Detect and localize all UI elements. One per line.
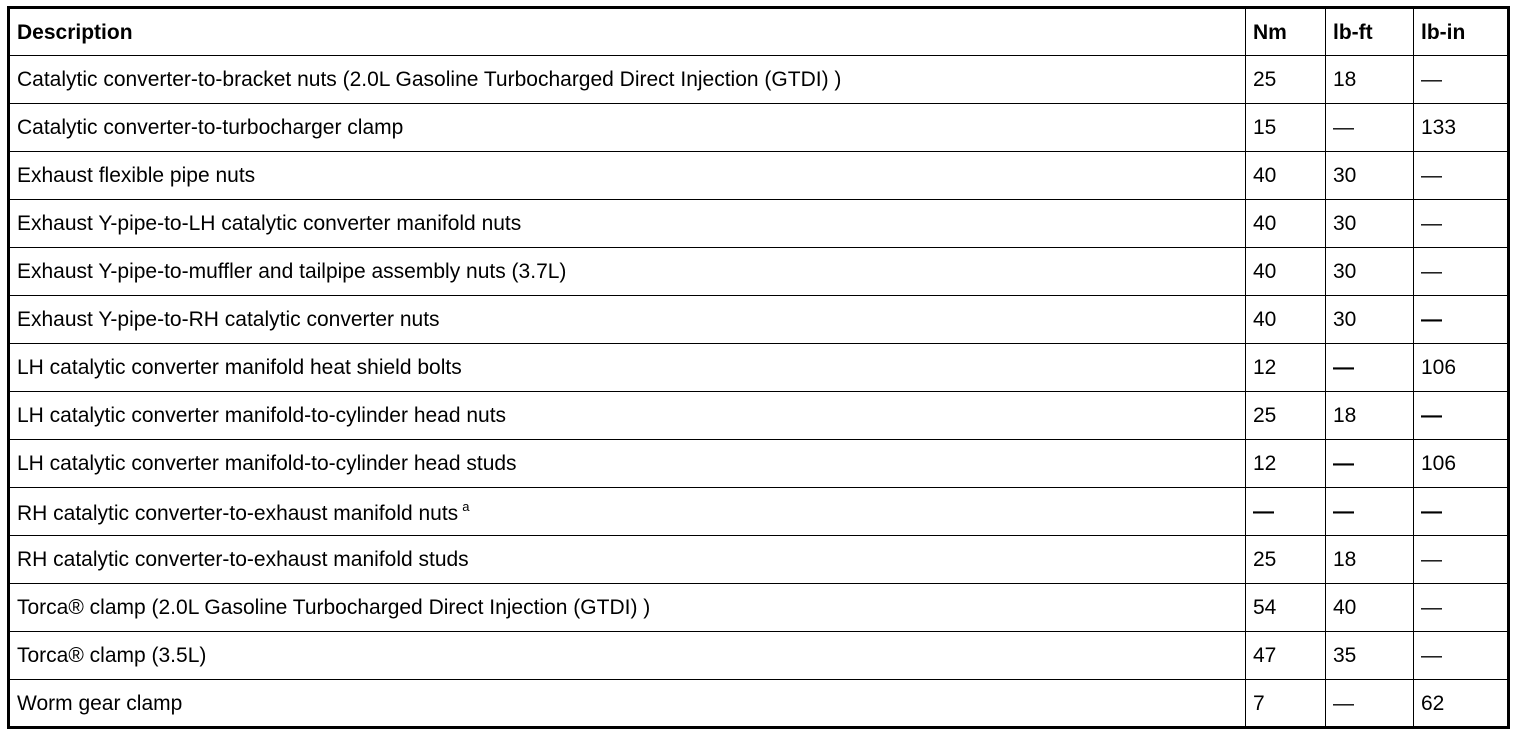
cell-nm: 12 (1246, 440, 1326, 488)
cell-lb-in: 62 (1414, 680, 1509, 728)
cell-lb-ft: — (1326, 344, 1414, 392)
table-row (9, 152, 1509, 200)
cell-lb-in: — (1414, 296, 1509, 344)
description-text: Exhaust flexible pipe nuts (17, 164, 256, 187)
description-text: RH catalytic converter-to-exhaust manifold nuts (17, 501, 459, 525)
cell-lb-in: 106 (1414, 440, 1509, 488)
table-row (9, 344, 1509, 392)
cell-description (9, 152, 1246, 200)
description-text: Torca® clamp (3.5L) (17, 644, 207, 667)
cell-lb-in: — (1414, 488, 1509, 536)
cell-lb-in: — (1414, 536, 1509, 584)
cell-lb-in: — (1414, 200, 1509, 248)
cell-description (9, 200, 1246, 248)
table-header-row (9, 8, 1509, 56)
cell-description (9, 536, 1246, 584)
table-row (9, 584, 1509, 632)
cell-lb-ft: — (1326, 488, 1414, 536)
cell-lb-in: — (1414, 392, 1509, 440)
cell-lb-ft: 35 (1326, 632, 1414, 680)
description-text: Catalytic converter-to-turbocharger clamp (17, 116, 404, 139)
cell-lb-ft: 18 (1326, 536, 1414, 584)
cell-description (9, 632, 1246, 680)
cell-nm: 15 (1246, 104, 1326, 152)
cell-lb-ft: 18 (1326, 392, 1414, 440)
cell-description (9, 392, 1246, 440)
header-lb-in: lb-in (1414, 8, 1509, 56)
cell-lb-in: — (1414, 632, 1509, 680)
cell-nm: 25 (1246, 56, 1326, 104)
cell-nm: — (1246, 488, 1326, 536)
cell-description (9, 248, 1246, 296)
description-text: RH catalytic converter-to-exhaust manifold studs (17, 548, 469, 571)
cell-description (9, 584, 1246, 632)
cell-lb-ft: 30 (1326, 296, 1414, 344)
description-text: LH catalytic converter manifold heat shield bolts (17, 356, 462, 379)
cell-lb-ft: 40 (1326, 584, 1414, 632)
cell-lb-ft: 18 (1326, 56, 1414, 104)
cell-description (9, 344, 1246, 392)
cell-lb-ft: — (1326, 440, 1414, 488)
table-row (9, 392, 1509, 440)
description-text: LH catalytic converter manifold-to-cylinder head nuts (17, 404, 507, 427)
cell-description (9, 56, 1246, 104)
cell-nm: 40 (1246, 296, 1326, 344)
cell-nm: 25 (1246, 536, 1326, 584)
table-row (9, 488, 1509, 536)
cell-description (9, 296, 1246, 344)
torque-specification-table (7, 6, 1510, 729)
cell-description (9, 440, 1246, 488)
table-row (9, 536, 1509, 584)
table-row (9, 200, 1509, 248)
description-text: Exhaust Y-pipe-to-muffler and tailpipe assembly nuts (3.7L) (17, 260, 567, 283)
description-text: Catalytic converter-to-bracket nuts (2.0L Gasoline Turbocharged Direct Injection (GTDI) ) (17, 68, 842, 91)
cell-nm: 40 (1246, 152, 1326, 200)
cell-nm: 12 (1246, 344, 1326, 392)
table-body (9, 56, 1509, 728)
cell-nm: 25 (1246, 392, 1326, 440)
description-text: Worm gear clamp (17, 691, 183, 715)
cell-lb-ft: — (1326, 104, 1414, 152)
cell-description (9, 104, 1246, 152)
header-lb-ft: lb-ft (1326, 8, 1414, 56)
description-text: Torca® clamp (2.0L Gasoline Turbocharged Direct Injection (GTDI) ) (17, 596, 651, 619)
cell-lb-ft: 30 (1326, 248, 1414, 296)
table-row (9, 248, 1509, 296)
table-row (9, 680, 1509, 728)
cell-description (9, 680, 1246, 728)
cell-nm: 40 (1246, 200, 1326, 248)
cell-lb-in: 133 (1414, 104, 1509, 152)
cell-nm: 54 (1246, 584, 1326, 632)
cell-lb-in: — (1414, 584, 1509, 632)
cell-lb-ft: — (1326, 680, 1414, 728)
cell-lb-in: — (1414, 56, 1509, 104)
header-nm: Nm (1246, 8, 1326, 56)
table-row (9, 440, 1509, 488)
cell-nm: 7 (1246, 680, 1326, 728)
cell-lb-in: — (1414, 152, 1509, 200)
header-description: Description (9, 8, 1246, 56)
cell-lb-ft: 30 (1326, 152, 1414, 200)
description-text: Exhaust Y-pipe-to-RH catalytic converter nuts (17, 308, 440, 331)
table-row (9, 632, 1509, 680)
footnote-marker: a (462, 498, 470, 514)
cell-lb-in: — (1414, 248, 1509, 296)
table-row (9, 104, 1509, 152)
cell-lb-ft: 30 (1326, 200, 1414, 248)
cell-nm: 40 (1246, 248, 1326, 296)
table-row (9, 56, 1509, 104)
table-row (9, 296, 1509, 344)
description-text: LH catalytic converter manifold-to-cylinder head studs (17, 452, 517, 475)
description-text: Exhaust Y-pipe-to-LH catalytic converter manifold nuts (17, 212, 522, 235)
cell-nm: 47 (1246, 632, 1326, 680)
cell-lb-in: 106 (1414, 344, 1509, 392)
cell-description (9, 488, 1246, 536)
